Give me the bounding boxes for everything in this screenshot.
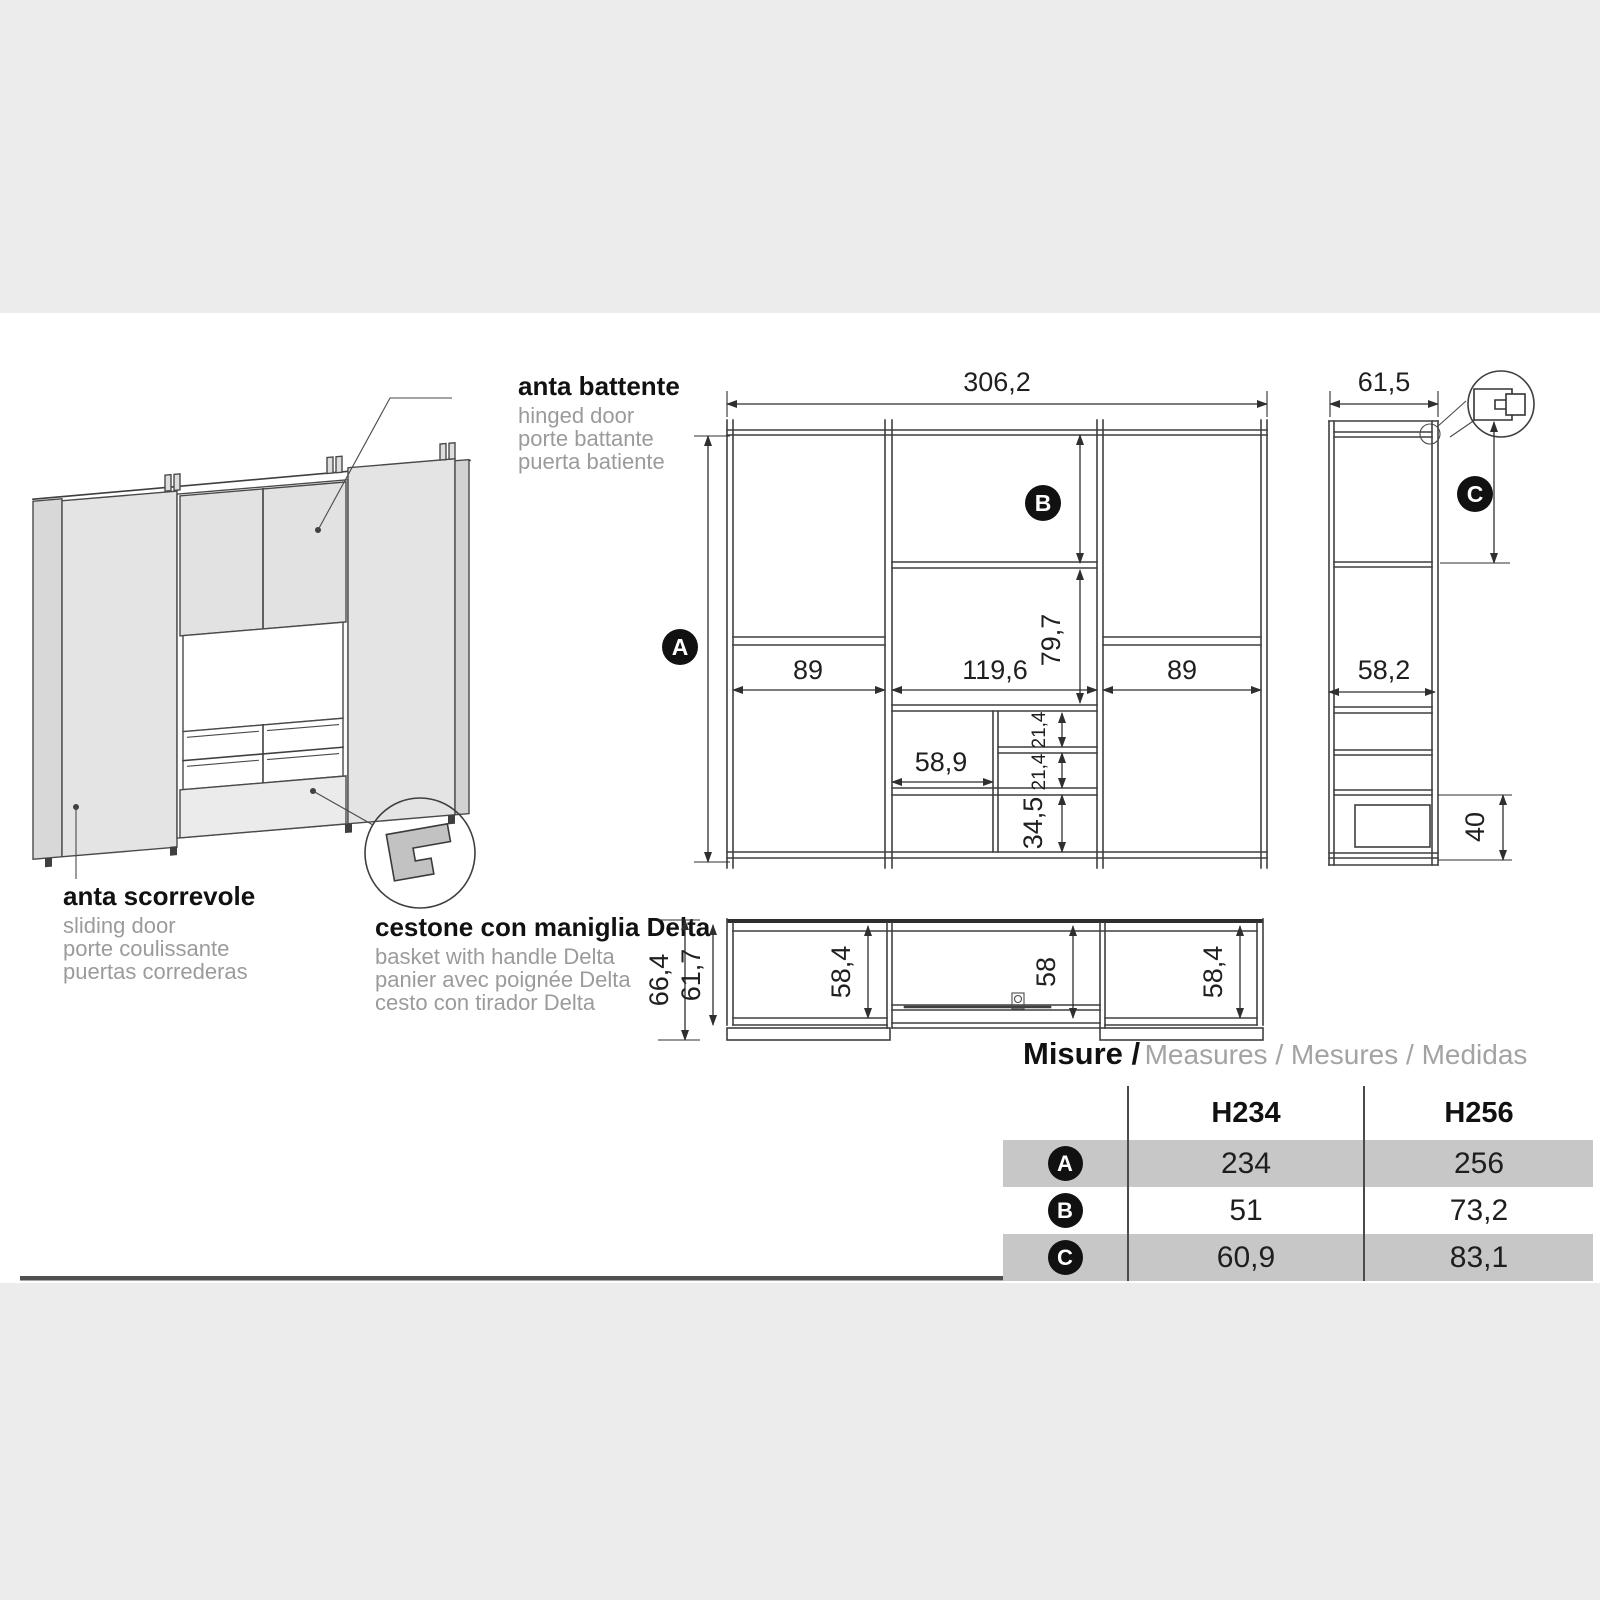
delta-handle-profile bbox=[386, 824, 455, 881]
dim-plan-inner-depth: 61,7 bbox=[676, 948, 706, 1002]
label-sliding-door bbox=[63, 881, 255, 984]
dim-plan-left: 58,4 bbox=[826, 945, 856, 999]
marker-c bbox=[1457, 476, 1493, 512]
svg-text:puerta batiente: puerta batiente bbox=[518, 449, 665, 474]
dim-shelf2: 21,4 bbox=[1029, 753, 1050, 791]
svg-text:B: B bbox=[1034, 490, 1052, 516]
side-drawer-box bbox=[1355, 805, 1430, 847]
side-elevation bbox=[1329, 367, 1534, 865]
value-a-h234: 234 bbox=[1127, 1140, 1363, 1187]
value-b-h234: 51 bbox=[1127, 1187, 1363, 1234]
dim-col-right: 89 bbox=[1166, 655, 1198, 685]
plan-view bbox=[644, 919, 1263, 1040]
col-header-h234: H234 bbox=[1127, 1086, 1363, 1140]
svg-text:basket with handle Delta: basket with handle Delta bbox=[375, 944, 615, 969]
front-elevation bbox=[662, 367, 1267, 868]
track-joint-detail bbox=[1468, 371, 1534, 437]
dim-niche-height: 79,7 bbox=[1036, 613, 1066, 667]
table-row bbox=[1003, 1187, 1593, 1234]
dim-shelf1: 21,4 bbox=[1029, 711, 1050, 749]
sliding-door-right bbox=[348, 459, 455, 824]
sliding-door-left bbox=[62, 491, 177, 857]
wardrobe-left-side-panel bbox=[33, 499, 62, 859]
dim-depth: 61,5 bbox=[1357, 367, 1411, 397]
dim-outer-depth: 66,4 bbox=[644, 953, 674, 1007]
sliding-door-title: anta scorrevole bbox=[63, 881, 256, 911]
dim-col-left: 89 bbox=[792, 655, 824, 685]
table-header-row bbox=[1003, 1086, 1593, 1140]
svg-text:hinged door: hinged door bbox=[518, 403, 635, 428]
dim-total-width: 306,2 bbox=[963, 367, 1031, 397]
measures-table bbox=[1003, 1086, 1593, 1281]
svg-text:cesto con tirador Delta: cesto con tirador Delta bbox=[375, 990, 596, 1015]
hinged-door-title: anta battente bbox=[518, 371, 680, 401]
left-door-track bbox=[727, 1028, 890, 1040]
row-marker-b: B bbox=[1048, 1193, 1083, 1228]
table-row bbox=[1003, 1234, 1593, 1281]
svg-text:sliding door: sliding door bbox=[63, 913, 176, 938]
col-header-h256: H256 bbox=[1363, 1086, 1593, 1140]
dim-col-mid: 119,6 bbox=[962, 655, 1028, 685]
svg-text:puertas correderas: puertas correderas bbox=[63, 959, 248, 984]
svg-text:A: A bbox=[671, 634, 689, 660]
open-niche bbox=[183, 622, 343, 731]
basket-title: cestone con maniglia Delta bbox=[375, 912, 711, 942]
svg-text:panier avec poignée Delta: panier avec poignée Delta bbox=[375, 967, 631, 992]
side-dimensions bbox=[1329, 367, 1512, 860]
value-a-h256: 256 bbox=[1363, 1140, 1593, 1187]
svg-text:porte coulissante: porte coulissante bbox=[63, 936, 230, 961]
front-structure bbox=[727, 420, 1267, 868]
value-c-h234: 60,9 bbox=[1127, 1234, 1363, 1281]
value-b-h256: 73,2 bbox=[1363, 1187, 1593, 1234]
dim-drawer: 34,5 bbox=[1018, 796, 1048, 850]
row-marker-a: A bbox=[1048, 1146, 1083, 1181]
dim-plinth: 40 bbox=[1460, 811, 1490, 843]
dim-plan-right: 58,4 bbox=[1198, 945, 1228, 999]
dim-plan-mid: 58 bbox=[1031, 956, 1061, 988]
svg-text:porte battante: porte battante bbox=[518, 426, 654, 451]
isometric-wardrobe bbox=[33, 371, 711, 1015]
dim-inner-depth: 58,2 bbox=[1357, 655, 1411, 685]
row-marker-c: C bbox=[1048, 1240, 1083, 1275]
plan-structure bbox=[727, 919, 1263, 1040]
wardrobe-right-side-panel bbox=[455, 460, 469, 815]
marker-a bbox=[662, 629, 698, 665]
marker-b bbox=[1025, 485, 1061, 521]
measures-title-translations: Measures / Mesures / Medidas bbox=[1144, 1039, 1528, 1070]
dim-basket-width: 58,9 bbox=[914, 747, 968, 777]
label-hinged-door bbox=[518, 371, 680, 474]
svg-text:C: C bbox=[1466, 481, 1484, 507]
page-edge-line bbox=[20, 1276, 1010, 1281]
table-row bbox=[1003, 1140, 1593, 1187]
joint-profile-right bbox=[1506, 394, 1525, 415]
measures-title bbox=[1023, 1036, 1527, 1072]
side-structure bbox=[1329, 421, 1438, 865]
measures-title-it: Misure / bbox=[1023, 1036, 1141, 1071]
plan-front-edge bbox=[727, 919, 1263, 923]
value-c-h256: 83,1 bbox=[1363, 1234, 1593, 1281]
